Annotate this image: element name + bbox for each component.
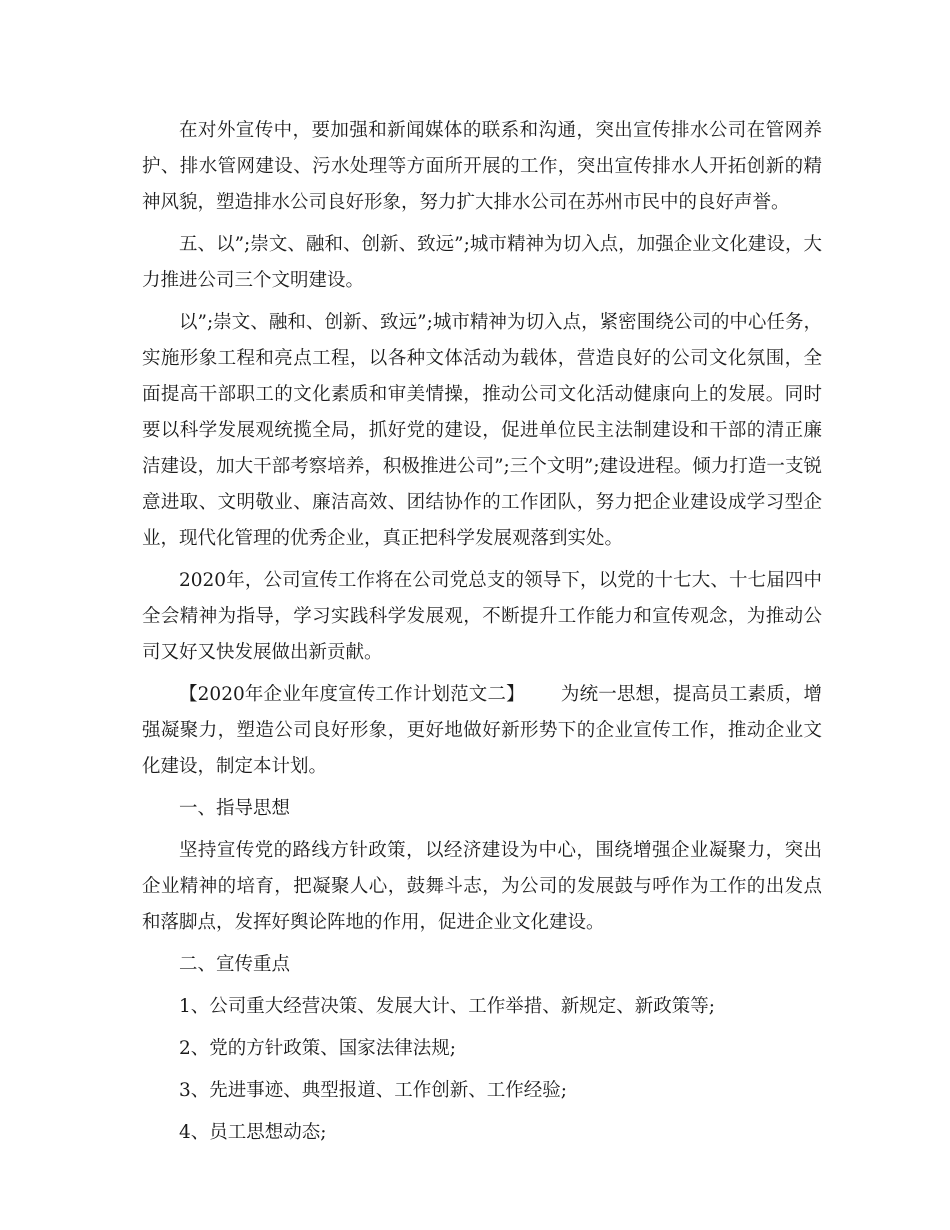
list-item: 3、先进事迹、典型报道、工作创新、工作经验; [179,1080,568,1101]
paragraph-point-five-body: 以”;崇文、融和、创新、致远”;城市精神为切入点，紧密围绕公司的中心任务，实施形象工程和亮点工程，以各种文体活动为载体，营造良好的公司文化氛围，全面提高干部职工的文化素质和审美情操，推动公司文化活动健康向上的发展。同时要以科学发展观统揽全局，抓好党的建设，促进单位民主法制建设和干部的清正廉洁建设，加大干部考察培养，积极推进公司”;三个文明”;建设进程。倾力打造一支锐意进取、文明敬业、廉洁高效、团结协作的工作团队，努力把企业建设成学习型企业，现代化管理的优秀企业，真正把科学发展观落到实处。 [142,312,822,549]
sample-two-intro: 为统一思想，提高员工素质，增强凝聚力，塑造公司良好形象，更好地做好新形势下的企业宣传工作，推动企业文化建设，制定本计划。 [142,684,822,777]
sample-two-heading: 【2020年企业年度宣传工作计划范文二】 [179,684,525,705]
section-one-body: 坚持宣传党的路线方针政策，以经济建设为中心，围绕增强企业凝聚力，突出企业精神的培育，把凝聚人心，鼓舞斗志，为公司的发展鼓与呼作为工作的出发点和落脚点，发挥好舆论阵地的作用，促进企业文化建设。 [142,840,822,933]
section-one-title: 一、指导思想 [179,798,291,819]
document-body [142,113,822,1157]
list-item: 4、员工思想动态; [179,1122,327,1143]
list-item: 1、公司重大经营决策、发展大计、工作举措、新规定、新政策等; [179,996,716,1017]
paragraph-2020-summary: 2020年，公司宣传工作将在公司党总支的领导下，以党的十七大、十七届四中全会精神为指导，学习实践科学发展观，不断提升工作能力和宣传观念，为推动公司又好又快发展做出新贡献。 [142,570,822,663]
paragraph-external-publicity: 在对外宣传中，要加强和新闻媒体的联系和沟通，突出宣传排水公司在管网养护、排水管网建设、污水处理等方面所开展的工作，突出宣传排水人开拓创新的精神风貌，塑造排水公司良好形象，努力扩大排水公司在苏州市民中的良好声誉。 [142,120,822,213]
section-two-title: 二、宣传重点 [179,954,291,975]
paragraph-point-five-title: 五、以”;崇文、融和、创新、致远”;城市精神为切入点，加强企业文化建设，大力推进公司三个文明建设。 [142,234,822,291]
paragraph-sample-two [142,677,822,785]
list-item: 2、党的方针政策、国家法律法规; [179,1038,457,1059]
